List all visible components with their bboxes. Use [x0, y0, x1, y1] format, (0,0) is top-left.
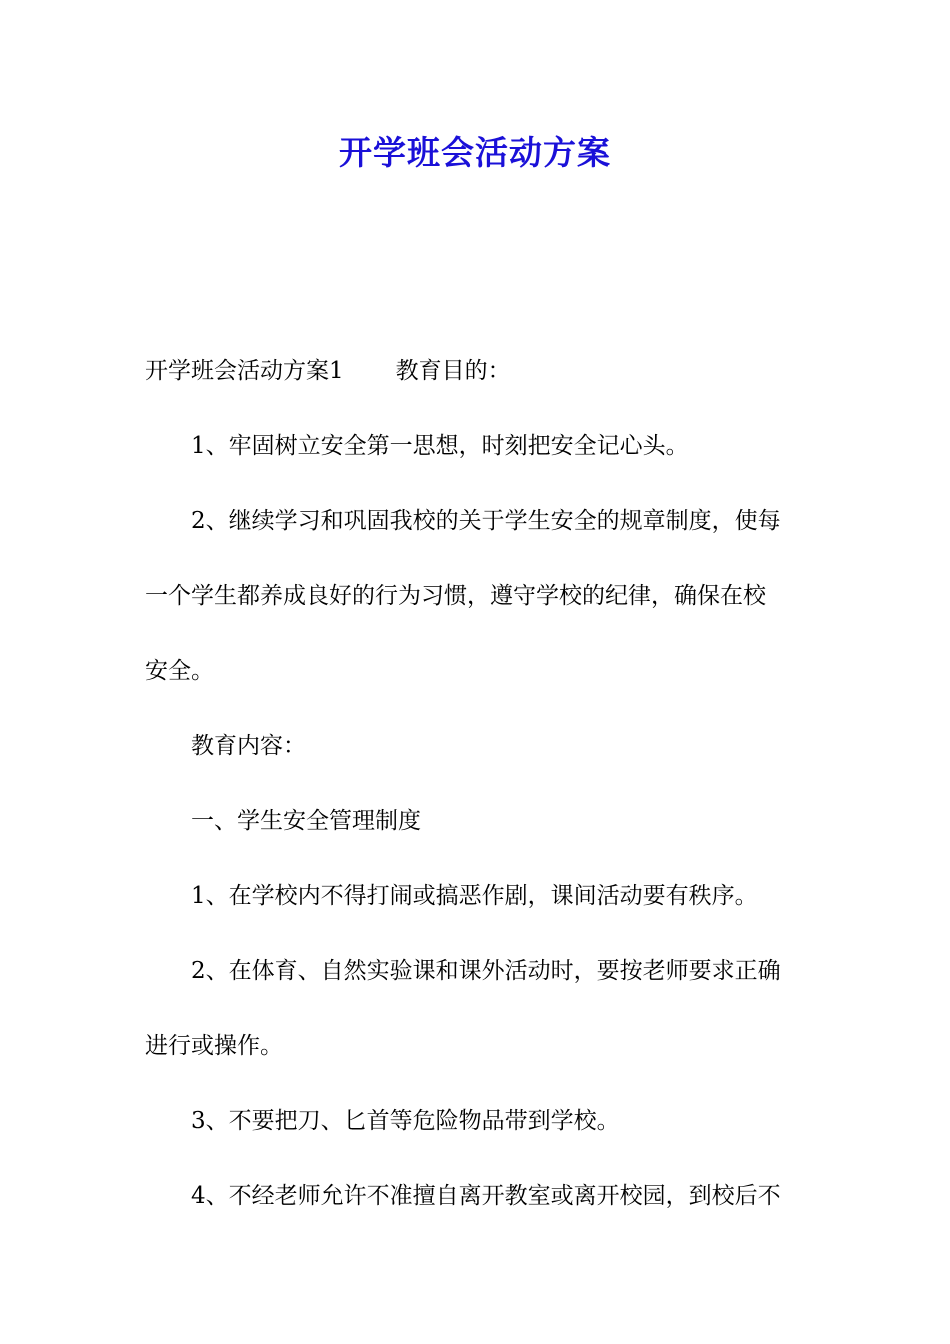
section-heading: 开学班会活动方案1 [145, 358, 344, 384]
paragraph-line: 1、牢固树立安全第一思想，时刻把安全记心头。 [191, 433, 689, 459]
paragraph-line: 教育内容： [191, 733, 306, 759]
paragraph-line: 一个学生都养成良好的行为习惯，遵守学校的纪律，确保在校 [145, 583, 766, 609]
paragraph-line: 一、学生安全管理制度 [191, 808, 421, 834]
paragraph-line: 安全。 [145, 658, 214, 684]
document-body [145, 334, 810, 1234]
paragraph-line: 2、在体育、自然实验课和课外活动时，要按老师要求正确 [191, 958, 781, 984]
subheading-education-goal: 教育目的： [395, 358, 511, 384]
paragraph-line: 2、继续学习和巩固我校的关于学生安全的规章制度，使每 [191, 508, 781, 534]
paragraph-line: 3、不要把刀、匕首等危险物品带到学校。 [191, 1108, 620, 1134]
paragraph-line [145, 334, 810, 409]
paragraph-line: 4、不经老师允许不准擅自离开教室或离开校园，到校后不 [191, 1183, 781, 1209]
document-title: 开学班会活动方案 [339, 133, 611, 172]
paragraph-line: 进行或操作。 [145, 1033, 283, 1059]
paragraph-line: 1、在学校内不得打闹或搞恶作剧，课间活动要有秩序。 [191, 883, 758, 909]
